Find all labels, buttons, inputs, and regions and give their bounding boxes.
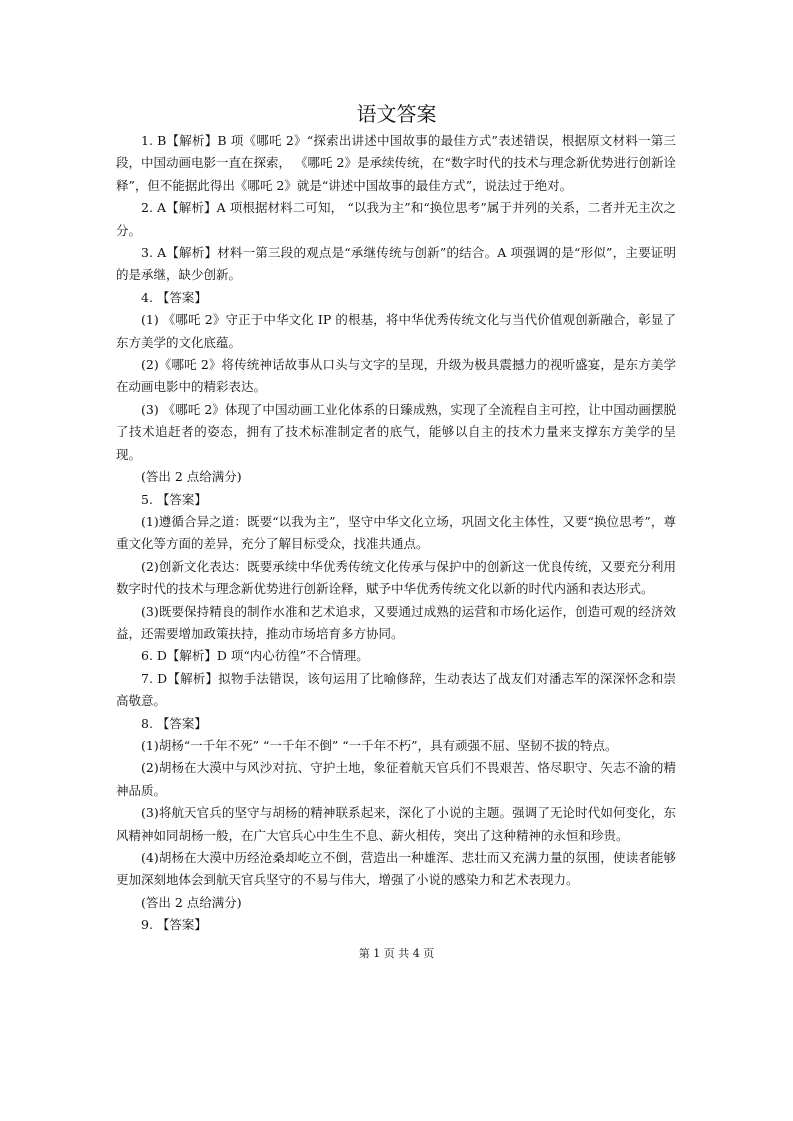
- answer-7: 7. D【解析】拟物手法错误，该句运用了比喻修辞，生动表达了战友们对潘志军的深深怀念和崇高敬意。: [116, 670, 676, 709]
- answer-4-point-2: (2)《哪吒 2》将传统神话故事从口头与文字的呈现，升级为极具震撼力的视听盛宴，是东方美学在动画电影中的精彩表达。: [116, 357, 676, 395]
- answer-8-point-4: (4)胡杨在大漠中历经沧桑却屹立不倒，营造出一种雄浑、悲壮而又充满力量的氛围，使读者能够更加深刻地体会到航天官兵坚守的不易与伟大，增强了小说的感染力和艺术表现力。: [116, 850, 676, 888]
- answer-5-heading: 5. 【答案】: [141, 491, 207, 507]
- answer-9-heading: 9. 【答案】: [141, 917, 207, 933]
- answer-4-heading: 4. 【答案】: [141, 289, 207, 305]
- answer-2: 2. A【解析】A 项根据材料二可知， “以我为主”和“换位思考”属于并列的关系，二者并无主次之分。: [116, 200, 676, 238]
- answer-8-scoring-note: (答出 2 点给满分): [141, 894, 242, 910]
- answer-5-point-2: (2)创新文化表达：既要承续中华优秀传统文化传承与保护中的创新这一优良传统，又要充分利用数字时代的技术与理念新优势进行创新诠释，赋予中华优秀传统文化以新的时代内涵和表达形式。: [116, 558, 676, 597]
- answer-6: 6. D【解析】D 项“内心彷徨”不合情理。: [141, 648, 369, 664]
- page-footer: 第 1 页 共 4 页: [358, 947, 435, 960]
- answer-3: 3. A【解析】材料一第三段的观点是“承继传统与创新”的结合。A 项强调的是“形似”，主要证明的是承继，缺少创新。: [116, 245, 676, 283]
- document-title: 语文答案: [356, 102, 437, 126]
- answer-8-heading: 8. 【答案】: [141, 715, 207, 731]
- answer-body: [116, 130, 676, 937]
- answer-5-point-3: (3)既要保持精良的制作水准和艺术追求，又要通过成熟的运营和市场化运作，创造可观的经济效益，还需要增加政策扶持，推动市场培育多方协同。: [116, 603, 676, 641]
- answer-4-scoring-note: (答出 2 点给满分): [141, 469, 242, 485]
- answer-8-point-2: (2)胡杨在大漠中与风沙对抗、守护土地，象征着航天官兵们不畏艰苦、恪尽职守、矢志不渝的精神品质。: [116, 760, 676, 798]
- answer-8-point-1: (1)胡杨“一千年不死” “一千年不倒” “一千年不朽”，具有顽强不屈、坚韧不拔的特点。: [141, 737, 618, 753]
- answer-5-point-1: (1)遵循合异之道：既要“以我为主”，坚守中华文化立场，巩固文化主体性，又要“换位思考”，尊重文化等方面的差异，充分了解目标受众，找准共通点。: [116, 513, 676, 552]
- answer-4-point-3: (3) 《哪吒 2》体现了中国动画工业化体系的日臻成熟，实现了全流程自主可控，让中国动画摆脱了技术追赶者的姿态，拥有了技术标准制定者的底气，能够以自主的技术力量来支撑东方美学的呈现。: [116, 401, 676, 462]
- answer-1: 1. B【解析】B 项《哪吒 2》“探索出讲述中国故事的最佳方式”表述错误，根据原文材料一第三段，中国动画电影一直在探索， 《哪吒 2》是承续传统，在“数字时代的技术与理念新优势进行创新诠释”，但不能据此得出《哪吒 2》就是“讲述中国故事的最佳方式”，说法过于绝对。: [116, 133, 676, 193]
- answer-4-point-1: (1) 《哪吒 2》守正于中华文化 IP 的根基，将中华优秀传统文化与当代价值观创新融合，彰显了东方美学的文化底蕴。: [116, 312, 676, 350]
- answer-8-point-3: (3)将航天官兵的坚守与胡杨的精神联系起来，深化了小说的主题。强调了无论时代如何变化，东风精神如同胡杨一般，在广大官兵心中生生不息、薪火相传，突出了这种精神的永恒和珍贵。: [116, 805, 676, 843]
